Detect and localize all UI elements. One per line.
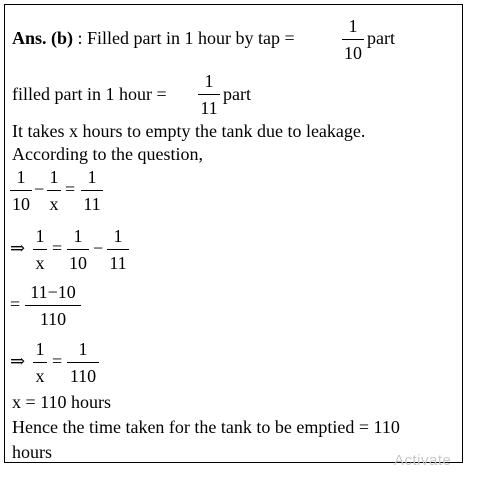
eq2-frac-3: 1 11: [107, 227, 129, 272]
conclusion-line-cont: hours: [12, 442, 52, 462]
fraction-1-10: 1 10: [344, 16, 362, 63]
conclusion-line: Hence the time taken for the tank to be emptied = 110: [12, 417, 400, 437]
eq3-frac: 11−10 110: [25, 283, 81, 328]
eq4-equals: =: [52, 351, 63, 371]
eq3-equals: =: [10, 294, 21, 314]
eq1-frac-1: 1 10: [12, 167, 30, 214]
eq2-minus: −: [93, 238, 104, 258]
eq1-frac-3: 1 11: [81, 168, 103, 213]
result-line: x = 110 hours: [12, 392, 111, 412]
fraction-1-11: 1 11: [198, 72, 220, 117]
eq2-frac-2: 1 10: [69, 226, 87, 273]
eq2-frac-1: 1 x: [33, 227, 47, 272]
eq4-frac-1: 1 x: [33, 340, 47, 385]
line-1-text: : Filled part in 1 hour by tap =: [77, 28, 295, 48]
answer-label: Ans. (b): [12, 28, 74, 48]
eq1-equals: =: [65, 179, 76, 199]
eq4-frac-2: 1 110: [67, 340, 99, 385]
eq2-arrow: ⇒: [10, 238, 26, 258]
line-2-text: filled part in 1 hour =: [12, 84, 167, 104]
watermark-text: Activate: [394, 452, 452, 469]
line-3: It takes x hours to empty the tank due to leakage.: [12, 121, 366, 141]
line-1-part: part: [367, 28, 395, 48]
line-2-part: part: [223, 84, 251, 104]
solution-box: [4, 4, 463, 463]
line-4: According to the question,: [12, 144, 203, 164]
line-1: [12, 28, 295, 48]
eq1-frac-2: 1 x: [47, 168, 61, 213]
eq4-arrow: ⇒: [10, 351, 26, 371]
eq2-equals: =: [52, 238, 63, 258]
eq1-minus: −: [34, 179, 45, 199]
